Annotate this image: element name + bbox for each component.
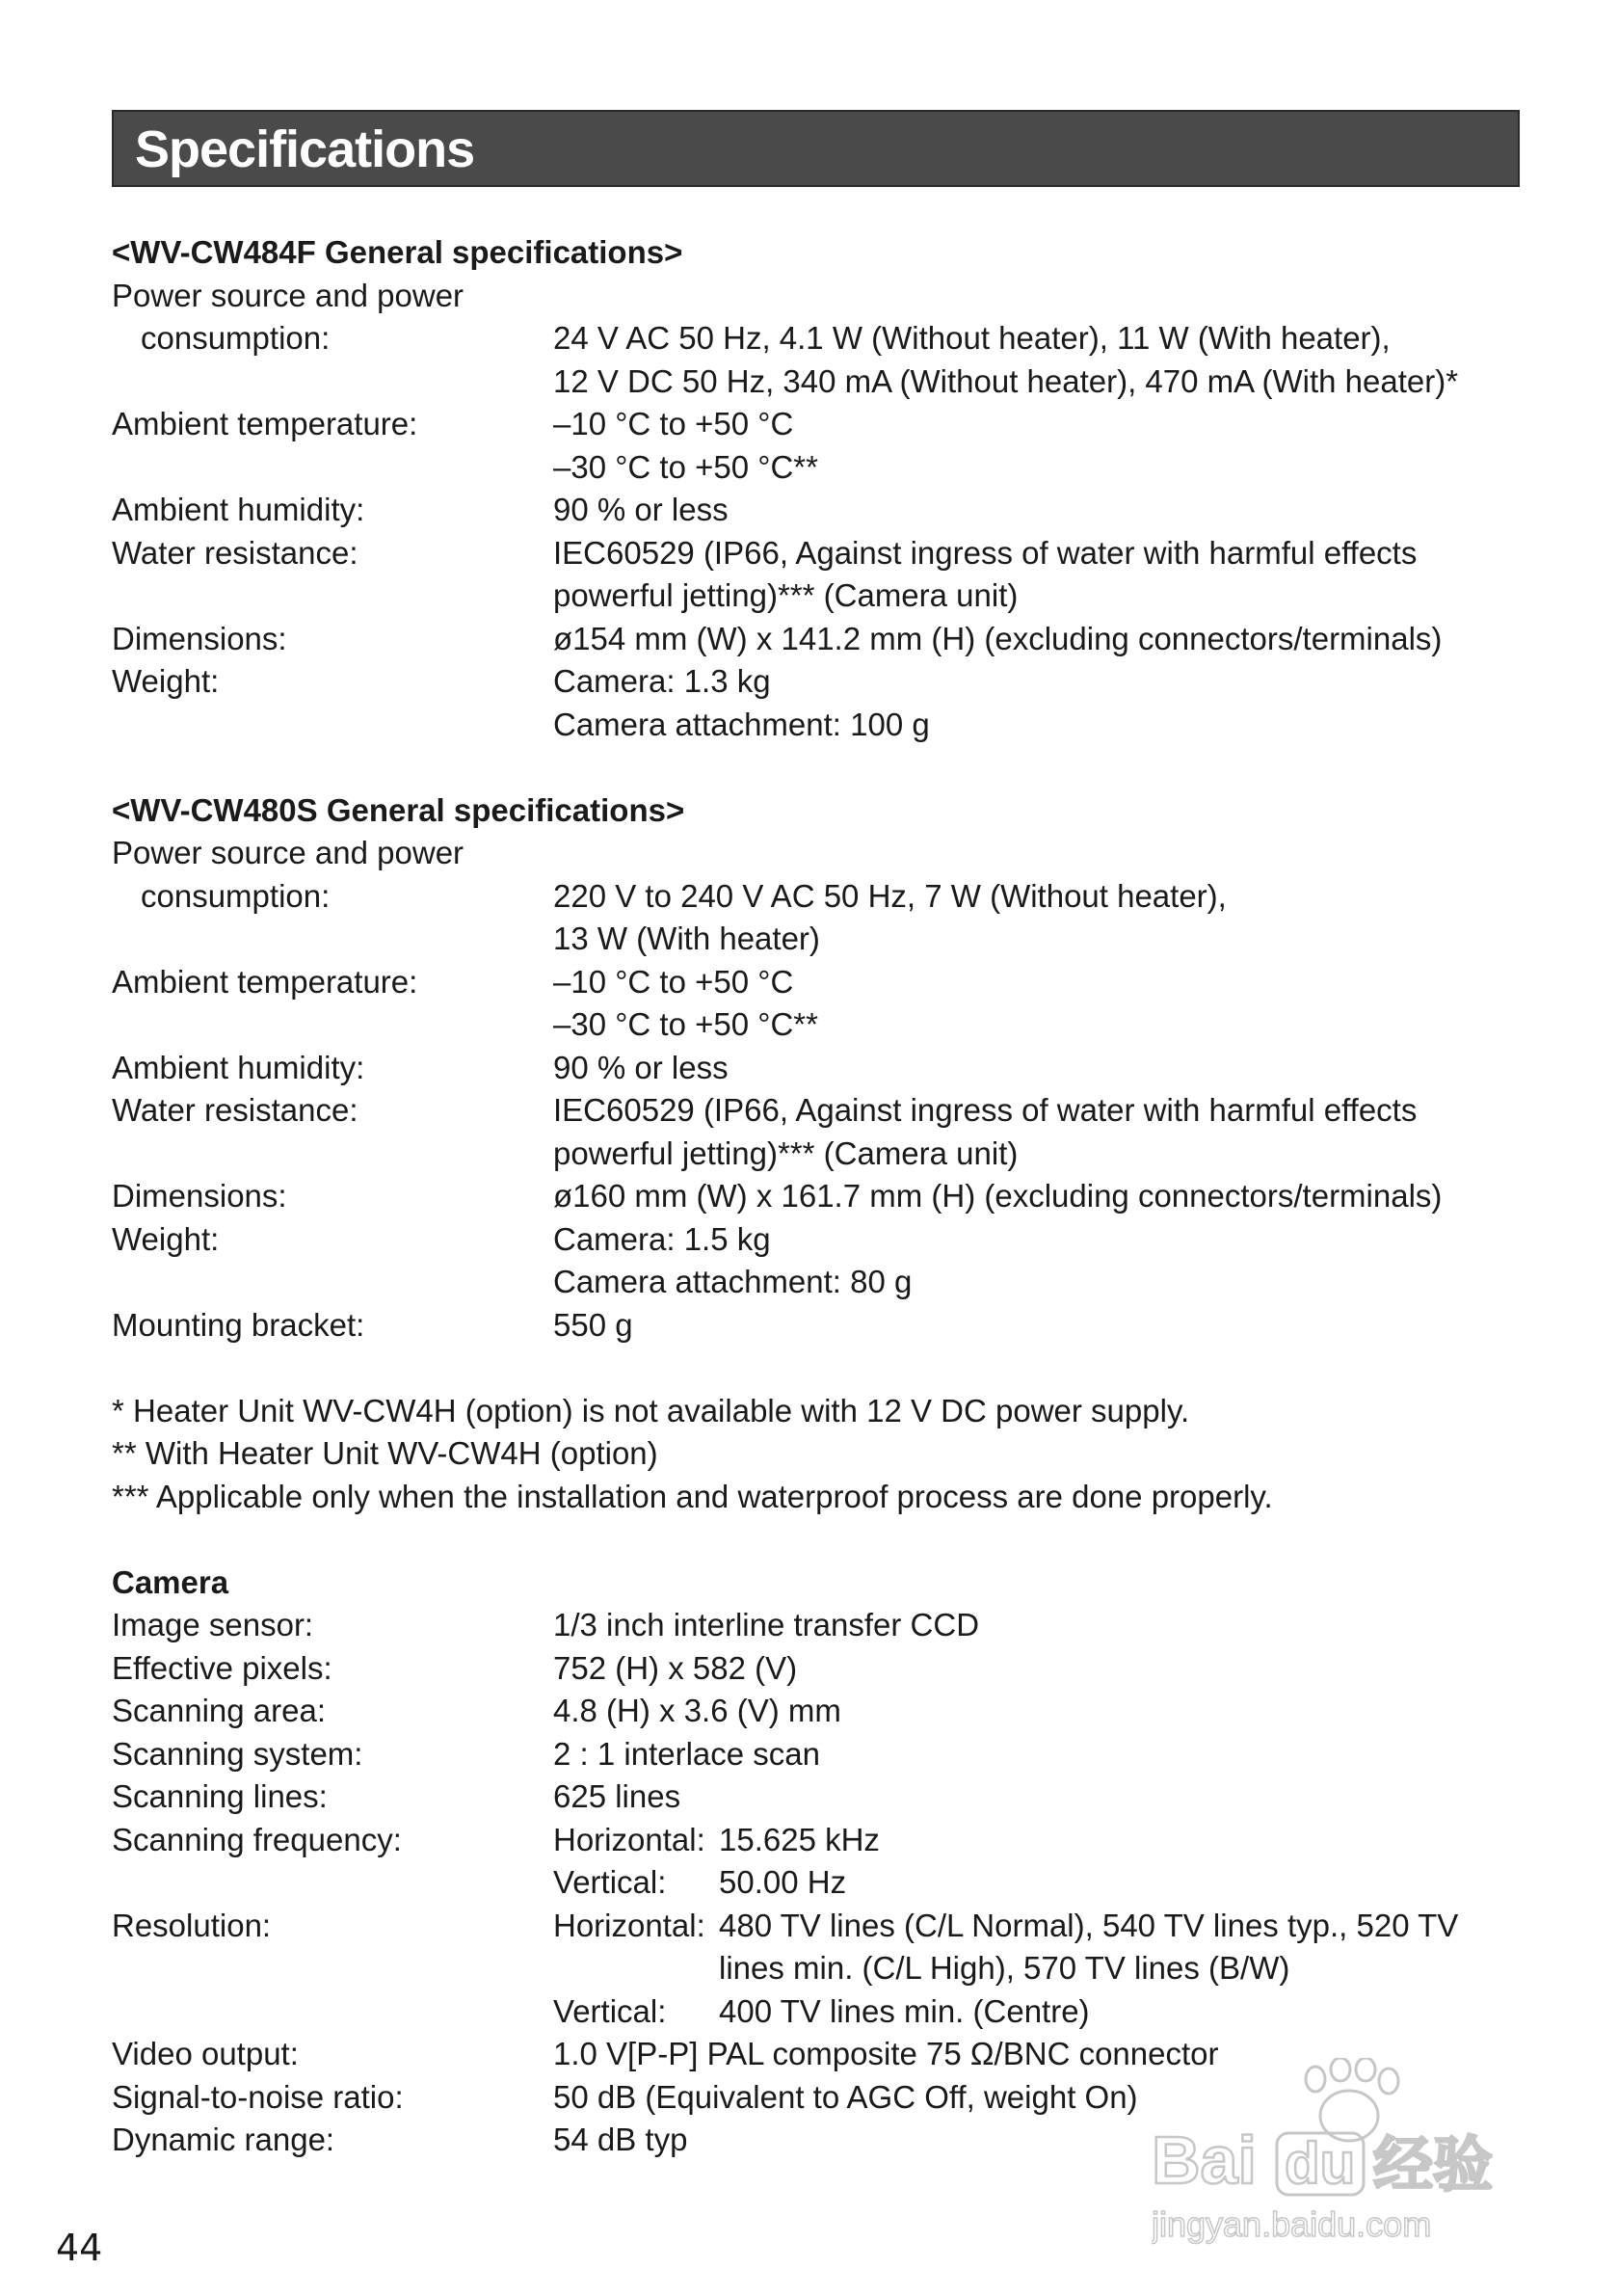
frequency-horizontal — [553, 1819, 1520, 1862]
snr-value: 50 dB (Equivalent to AGC Off, weight On) — [553, 2078, 1138, 2115]
cw484f-heading: <WV-CW484F General specifications> — [112, 234, 683, 270]
weight-value-2: Camera attachment: 80 g — [553, 1264, 913, 1299]
power-value-1: 24 V AC 50 Hz, 4.1 W (Without heater), 11 W (With heater), — [553, 320, 1391, 356]
pixels-label: Effective pixels: — [112, 1649, 332, 1686]
water-value-1: IEC60529 (IP66, Against ingress of water with harmful effects — [553, 534, 1418, 571]
sensor-value: 1/3 inch interline transfer CCD — [553, 1607, 980, 1642]
cw480s-dimensions-row — [112, 1175, 1520, 1218]
resolution-label: Resolution: — [112, 1907, 272, 1943]
resolution-row — [112, 1905, 1520, 2034]
humidity-value: 90 % or less — [553, 1049, 729, 1085]
frequency-vertical-label: Vertical: — [553, 1864, 667, 1900]
water-value-1: IEC60529 (IP66, Against ingress of water with harmful effects — [553, 1092, 1418, 1128]
cw480s-humidity-row — [112, 1047, 1520, 1090]
resolution-horizontal-value-1: 480 TV lines (C/L Normal), 540 TV lines typ., 520 TV — [719, 1907, 1459, 1943]
power-label-line2: consumption: — [141, 877, 331, 914]
water-value-2: powerful jetting)*** (Camera unit) — [553, 577, 1019, 613]
bracket-value: 550 g — [553, 1306, 633, 1343]
lines-label: Scanning lines: — [112, 1778, 328, 1814]
cw480s-weight-row — [112, 1218, 1520, 1304]
cw484f-power-values-row — [112, 317, 1520, 403]
cw484f-power-row — [112, 275, 1520, 318]
page-number: 44 — [56, 2227, 103, 2269]
weight-value-1: Camera: 1.5 kg — [553, 1220, 771, 1257]
dynamic-range-label: Dynamic range: — [112, 2122, 335, 2157]
power-label-line1: Power source and power — [112, 835, 464, 870]
frequency-vertical — [553, 1861, 1520, 1905]
weight-value-2: Camera attachment: 100 g — [553, 706, 930, 742]
cw480s-heading: <WV-CW480S General specifications> — [112, 791, 685, 828]
video-label: Video output: — [112, 2036, 299, 2071]
humidity-label: Ambient humidity: — [112, 492, 365, 527]
resolution-vertical-value: 400 TV lines min. (Centre) — [719, 1992, 1090, 2029]
dimensions-value: ø154 mm (W) x 141.2 mm (H) (excluding connectors/terminals) — [553, 620, 1443, 656]
title-bar — [112, 110, 1520, 187]
power-value-1: 220 V to 240 V AC 50 Hz, 7 W (Without heater), — [553, 877, 1227, 914]
dimensions-value: ø160 mm (W) x 161.7 mm (H) (excluding connectors/terminals) — [553, 1178, 1443, 1214]
water-label: Water resistance: — [112, 1092, 358, 1128]
cw484f-water-row — [112, 532, 1520, 618]
pixels-value: 752 (H) x 582 (V) — [553, 1649, 798, 1686]
baidu-watermark-logo — [1152, 2058, 1547, 2251]
temp-value-2: –30 °C to +50 °C** — [553, 448, 818, 485]
svg-text:jingyan.baidu.com: jingyan.baidu.com — [1152, 2204, 1432, 2244]
dynamic-range-value: 54 dB typ — [553, 2122, 688, 2157]
cw480s-temp-row — [112, 961, 1520, 1047]
temp-label: Ambient temperature: — [112, 406, 418, 441]
resolution-vertical — [553, 1990, 1520, 2034]
page-title: Specifications — [135, 120, 475, 178]
humidity-value: 90 % or less — [553, 492, 729, 527]
lines-value: 625 lines — [553, 1778, 681, 1814]
spec-content — [112, 231, 1520, 2204]
svg-text:Bai: Bai — [1152, 2122, 1257, 2198]
frequency-row — [112, 1819, 1520, 1905]
cw480s-power-row — [112, 832, 1520, 875]
weight-label: Weight: — [112, 663, 220, 699]
cw480s-power-values-row — [112, 875, 1520, 961]
footnote-1: * Heater Unit WV-CW4H (option) is not available with 12 V DC power supply. — [112, 1392, 1190, 1428]
temp-value-2: –30 °C to +50 °C** — [553, 1006, 818, 1042]
sensor-label: Image sensor: — [112, 1607, 314, 1642]
svg-text:经验: 经验 — [1373, 2129, 1494, 2200]
cw484f-section — [112, 231, 1520, 746]
cw480s-water-row — [112, 1089, 1520, 1175]
weight-value-1: Camera: 1.3 kg — [553, 663, 771, 699]
footnote-2: ** With Heater Unit WV-CW4H (option) — [112, 1435, 658, 1471]
cw480s-section — [112, 789, 1520, 1348]
area-label: Scanning area: — [112, 1693, 326, 1728]
footnote-3: *** Applicable only when the installation and waterproof process are done properly. — [112, 1478, 1273, 1514]
power-label-line1: Power source and power — [112, 277, 464, 313]
water-value-2: powerful jetting)*** (Camera unit) — [553, 1135, 1019, 1171]
resolution-horizontal-label: Horizontal: — [553, 1907, 705, 1943]
water-label: Water resistance: — [112, 534, 358, 571]
system-value: 2 : 1 interlace scan — [553, 1735, 820, 1772]
cw484f-dimensions-row — [112, 618, 1520, 661]
resolution-vertical-label: Vertical: — [553, 1992, 667, 2029]
sensor-row — [112, 1604, 1520, 1647]
temp-value-1: –10 °C to +50 °C — [553, 406, 794, 441]
area-value: 4.8 (H) x 3.6 (V) mm — [553, 1693, 841, 1728]
power-value-2: 12 V DC 50 Hz, 340 mA (Without heater), 470 mA (With heater)* — [553, 362, 1459, 399]
resolution-horizontal-value-2: lines min. (C/L High), 570 TV lines (B/W) — [719, 1950, 1290, 1986]
pixels-row — [112, 1647, 1520, 1691]
power-value-2: 13 W (With heater) — [553, 921, 820, 956]
power-label-line2: consumption: — [141, 320, 331, 356]
resolution-horizontal — [553, 1905, 1520, 1990]
system-label: Scanning system: — [112, 1735, 363, 1772]
footnotes — [112, 1390, 1520, 1519]
svg-text:du: du — [1285, 2131, 1356, 2196]
cw480s-bracket-row — [112, 1304, 1520, 1348]
weight-label: Weight: — [112, 1220, 220, 1257]
temp-label: Ambient temperature: — [112, 963, 418, 1000]
frequency-horizontal-value: 15.625 kHz — [719, 1821, 880, 1857]
humidity-label: Ambient humidity: — [112, 1049, 365, 1085]
frequency-label: Scanning frequency: — [112, 1821, 402, 1857]
camera-heading: Camera — [112, 1563, 229, 1600]
frequency-horizontal-label: Horizontal: — [553, 1821, 705, 1857]
cw484f-temp-row — [112, 403, 1520, 489]
cw484f-weight-row — [112, 660, 1520, 746]
area-row — [112, 1690, 1520, 1733]
temp-value-1: –10 °C to +50 °C — [553, 963, 794, 1000]
dimensions-label: Dimensions: — [112, 620, 287, 656]
snr-label: Signal-to-noise ratio: — [112, 2078, 404, 2115]
system-row — [112, 1733, 1520, 1776]
bracket-label: Mounting bracket: — [112, 1306, 365, 1343]
lines-row — [112, 1775, 1520, 1819]
dimensions-label: Dimensions: — [112, 1178, 287, 1214]
video-value: 1.0 V[P-P] PAL composite 75 Ω/BNC connector — [553, 2036, 1219, 2071]
frequency-vertical-value: 50.00 Hz — [719, 1864, 847, 1900]
cw484f-humidity-row — [112, 489, 1520, 532]
